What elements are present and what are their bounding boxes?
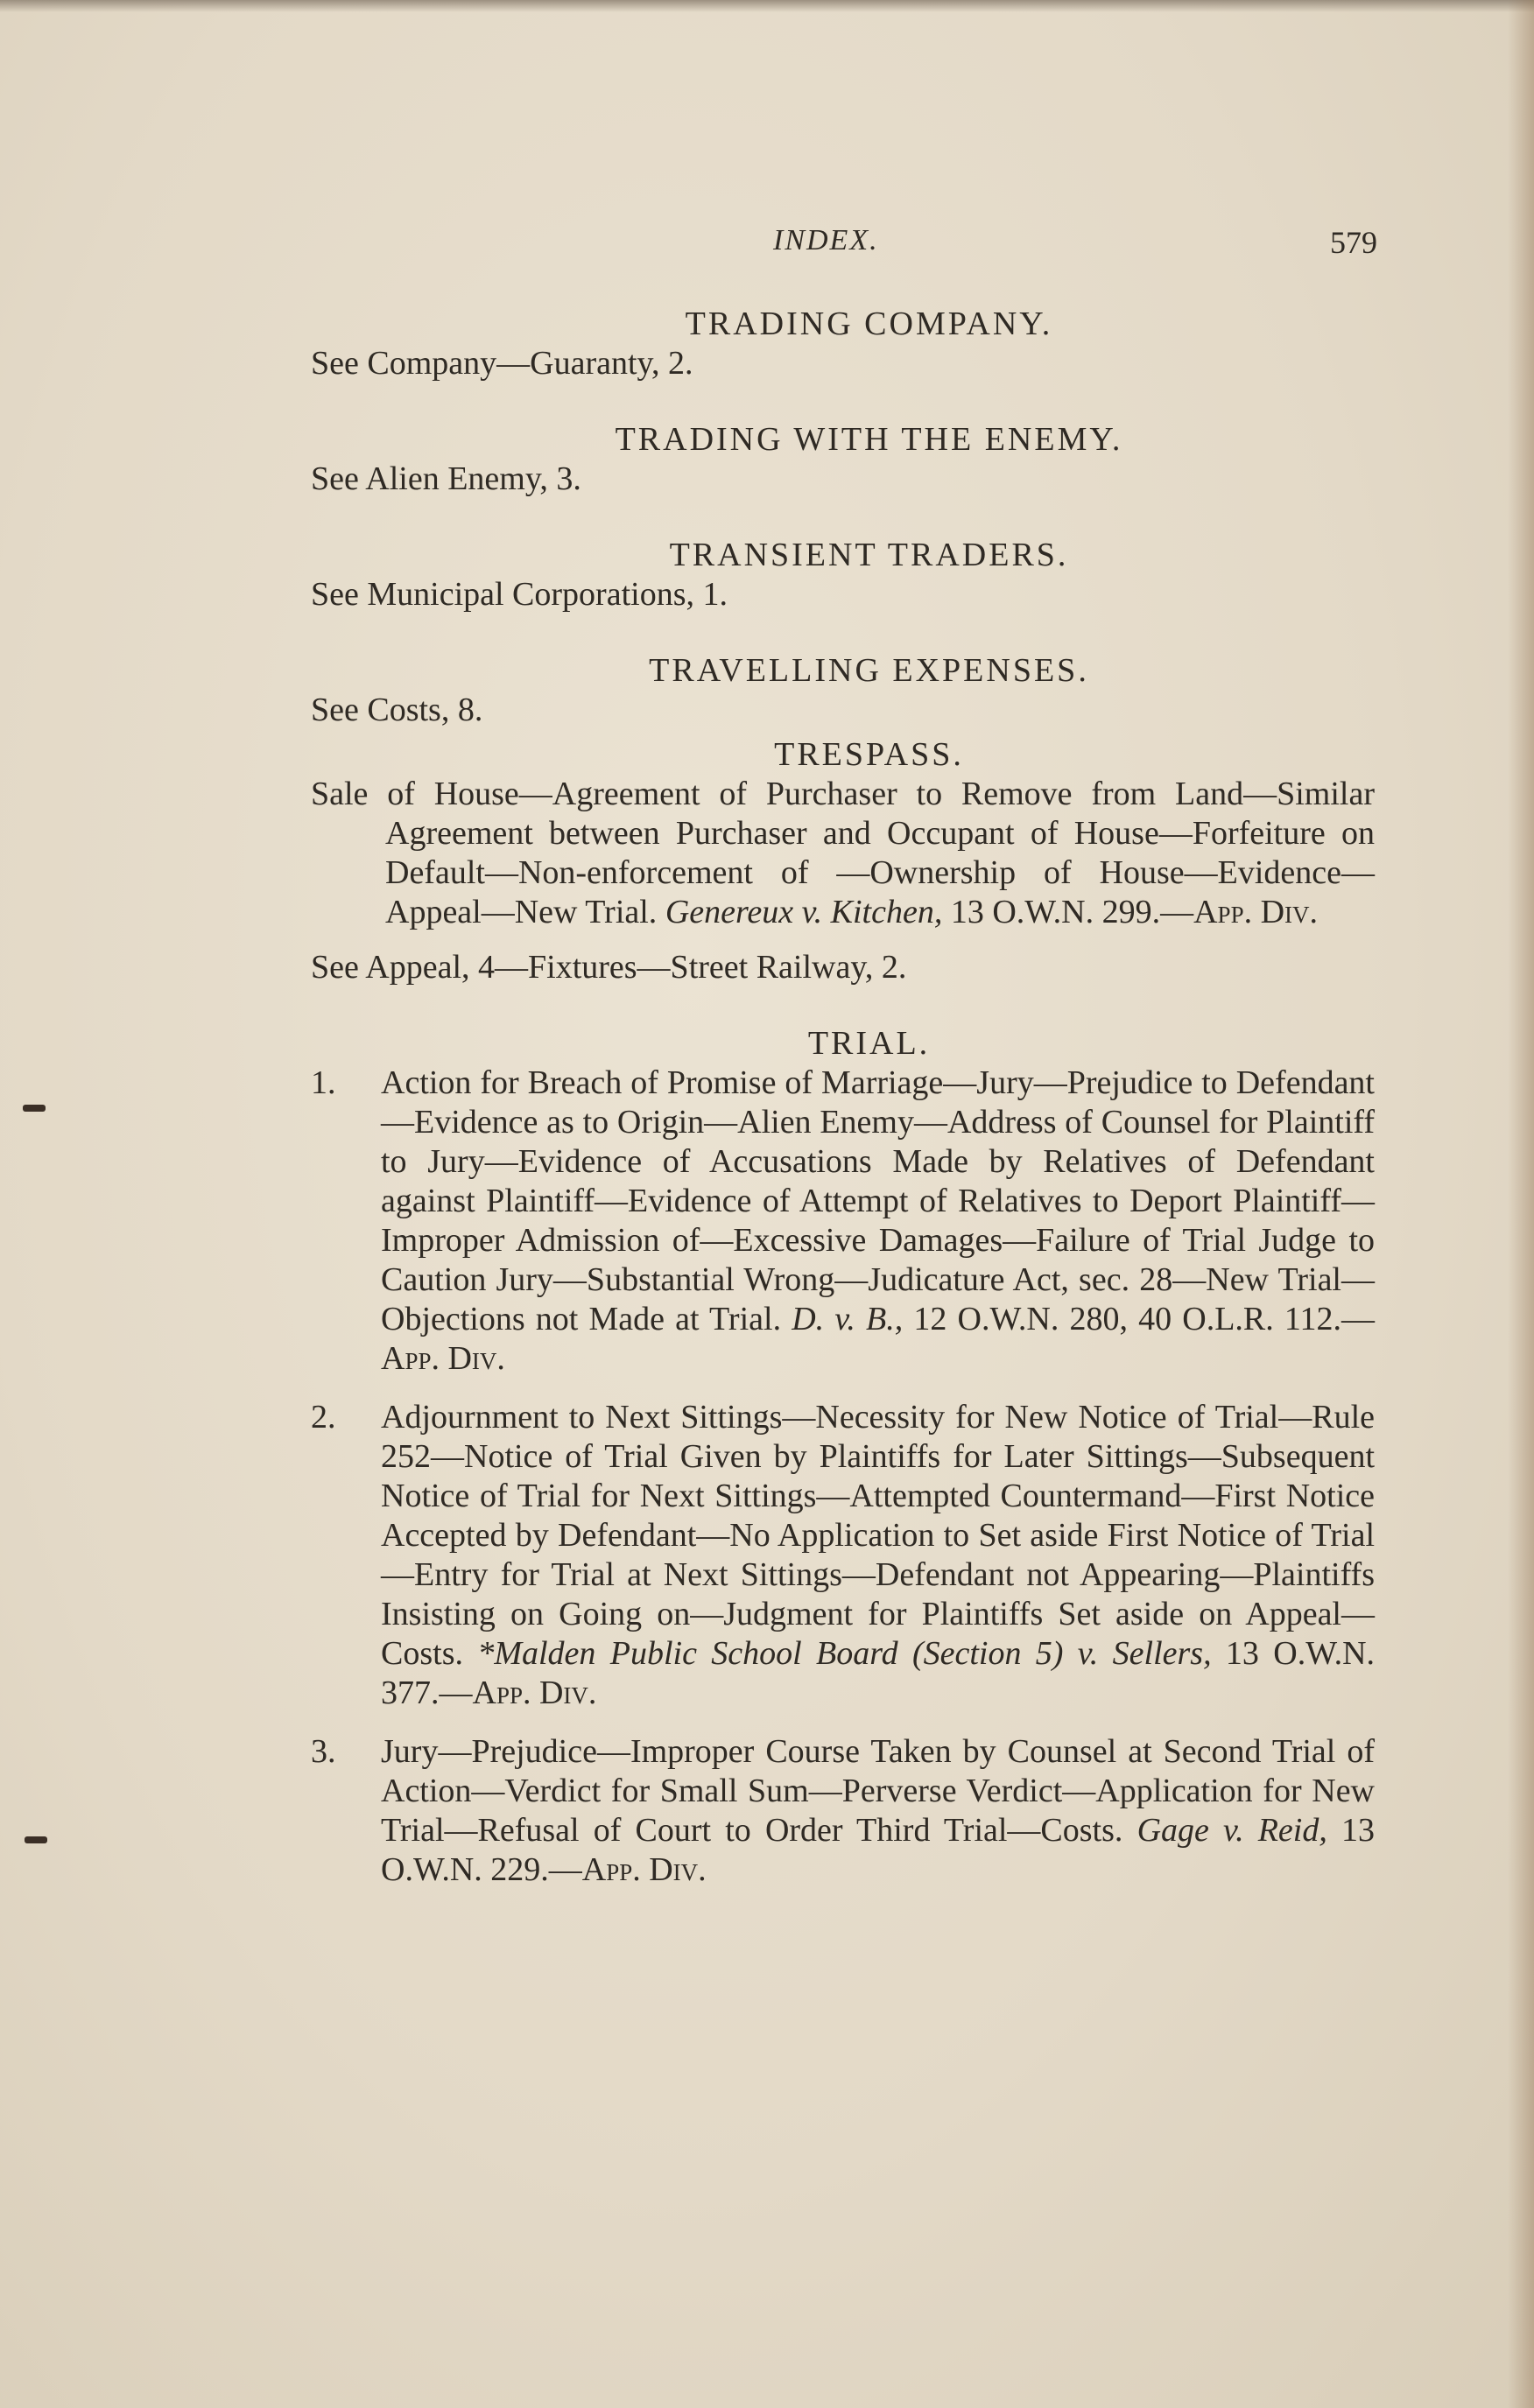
running-head <box>0 224 1534 268</box>
case-name: D. v. B., <box>792 1301 904 1337</box>
citation: 13 O.W.N. 377.— <box>381 1635 1376 1711</box>
case-name: *Malden Public School Board (Section 5) v. Sellers, <box>477 1635 1212 1672</box>
index-entry <box>311 775 1375 932</box>
section-heading: TRAVELLING EXPENSES. <box>649 652 1089 689</box>
page-top-edge <box>0 0 1534 12</box>
see-reference: See Alien Enemy, 3. <box>311 460 581 497</box>
section-heading: TRESPASS. <box>774 736 964 773</box>
numbered-entry <box>311 1398 1375 1713</box>
section-heading: TRANSIENT TRADERS. <box>669 537 1069 573</box>
numbered-entry <box>311 1064 1375 1379</box>
see-reference: See Municipal Corporations, 1. <box>311 576 728 613</box>
running-title: INDEX. <box>773 224 879 256</box>
court: App. Div. <box>1193 894 1319 930</box>
see-reference: See Company—Guaranty, 2. <box>311 345 693 382</box>
court: App. Div. <box>472 1674 597 1711</box>
see-reference: See Costs, 8. <box>311 692 483 728</box>
section-heading: TRIAL. <box>807 1025 931 1062</box>
index-content <box>311 305 1375 1927</box>
entry-number: 2. <box>311 1399 336 1436</box>
entry-number: 3. <box>311 1733 336 1770</box>
entry-text: Adjournment to Next Sittings—Necessity for New Notice of Trial—Rule 252—Notice of Trial Given by Plaintiffs for Later Sittings—Subsequent Notice of Trial for Next Sittings—Attempted Countermand—First Notice Accepted by Defendant—No Application to Set aside First Notice of Trial—Entry for Trial at Next Sittings—Defendant not Appearing—Plaintiffs Insisting on Going on—Judgment for Plaintiffs Set aside on Appeal—Costs. <box>381 1399 1375 1672</box>
entry-text: Action for Breach of Promise of Marriage—Jury—Prejudice to Defendant—Evidence as to Origin—Alien Enemy—Address of Counsel for Plaintiff to Jury—Evidence of Accusations Made by Relatives of Defendant against Plaintiff—Evidence of Attempt of Relatives to Deport Plaintiff—Improper Admission of—Excessive Damages—Failure of Trial Judge to Caution Jury—Substantial Wrong—Judicature Act, sec. 28—New Trial—Objections not Made at Trial. <box>381 1064 1375 1337</box>
citation: 12 O.W.N. 280, 40 O.L.R. 112.— <box>913 1301 1376 1337</box>
entry-text: Sale of House—Agreement of Purchaser to Remove from Land—Similar Agreement between Purchaser and Occupant of House—Forfeiture on Default—Non-enforcement of —Ownership of House—Evidence—Appeal—New Trial. <box>311 776 1375 930</box>
index-section-trading-with-enemy <box>311 420 1375 499</box>
section-heading: TRADING COMPANY. <box>685 305 1053 342</box>
entry-number: 1. <box>311 1064 336 1101</box>
index-section-trial <box>311 1024 1375 1890</box>
court: App. Div. <box>381 1340 505 1377</box>
margin-mark <box>23 1105 46 1112</box>
page-number: 579 <box>1330 225 1377 260</box>
index-section-transient-traders <box>311 536 1375 614</box>
see-reference: See Appeal, 4—Fixtures—Street Railway, 2. <box>311 949 907 986</box>
case-name: Gage v. Reid, <box>1136 1812 1327 1849</box>
margin-mark <box>25 1836 47 1843</box>
index-section-trespass <box>311 735 1375 987</box>
page-right-edge <box>1508 0 1534 2408</box>
entry-text: Jury—Prejudice—Improper Course Taken by Counsel at Second Trial of Action—Verdict for Small Sum—Perverse Verdict—Application for New Trial—Refusal of Court to Order Third Trial—Costs. <box>381 1733 1375 1849</box>
citation: 13 O.W.N. 229.— <box>381 1812 1376 1888</box>
index-section-trading-company <box>311 305 1375 383</box>
court: App. Div. <box>581 1851 707 1888</box>
case-name: Genereux v. Kitchen, <box>665 894 943 930</box>
section-heading: TRADING WITH THE ENEMY. <box>615 421 1123 458</box>
numbered-entry <box>311 1732 1375 1890</box>
citation: 13 O.W.N. 299.— <box>950 894 1194 930</box>
index-section-travelling-expenses <box>311 651 1375 730</box>
